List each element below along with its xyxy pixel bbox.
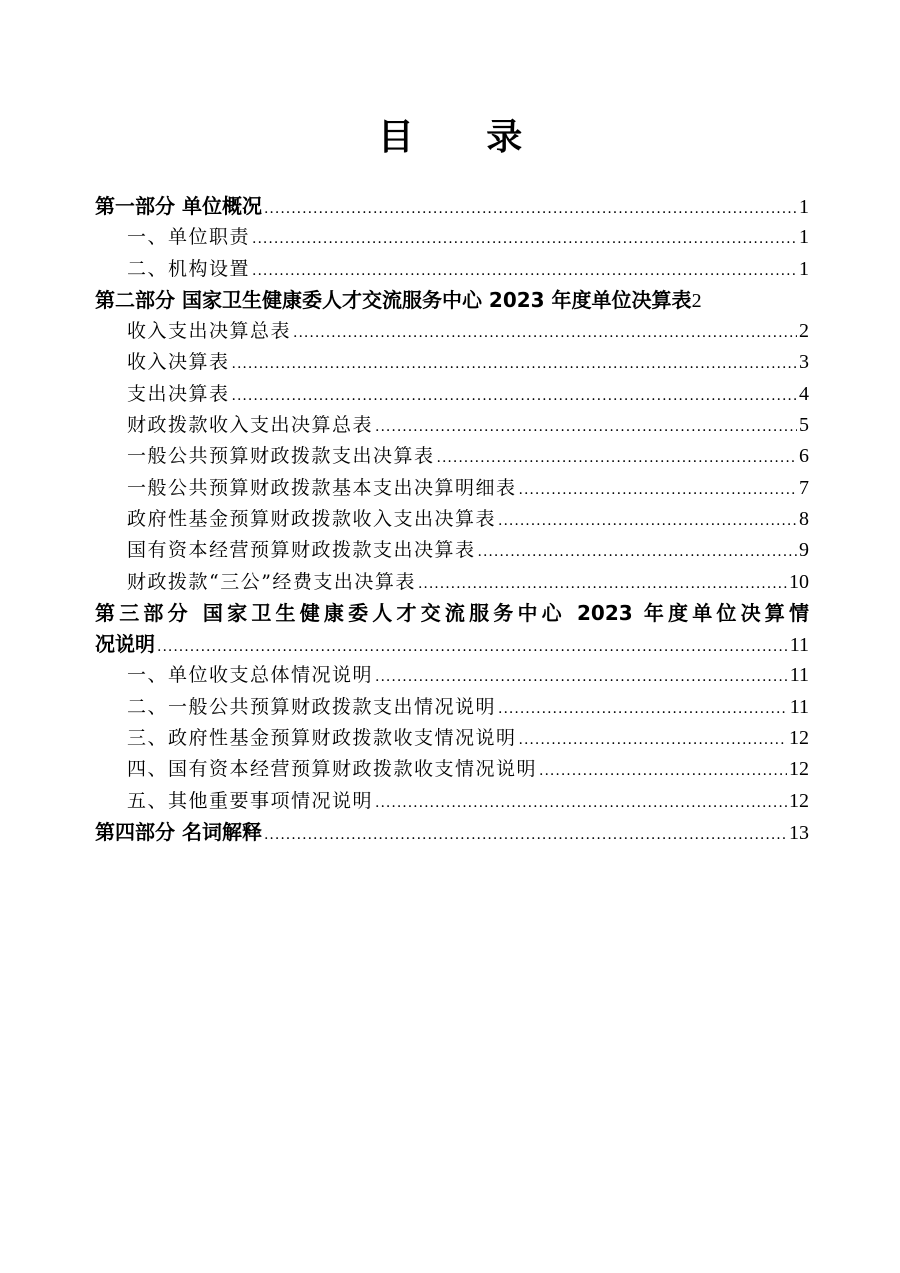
- toc-label: 一般公共预算财政拨款基本支出决算明细表: [127, 476, 517, 499]
- toc-page-number: 8: [799, 507, 809, 530]
- toc-item[interactable]: [95, 754, 809, 785]
- toc-leader: [232, 349, 797, 380]
- toc-page-number: 11: [789, 634, 809, 657]
- toc-part-2[interactable]: [95, 285, 809, 316]
- table-of-contents: [95, 191, 809, 848]
- toc-leader: [264, 820, 787, 851]
- toc-label: 第一部分 单位概况: [95, 194, 262, 218]
- toc-item[interactable]: [95, 723, 809, 754]
- toc-leader: [375, 788, 787, 819]
- toc-page-number: 6: [799, 445, 809, 468]
- toc-item[interactable]: [95, 567, 809, 598]
- toc-label: 一般公共预算财政拨款支出决算表: [127, 445, 435, 468]
- toc-page-number: 9: [799, 539, 809, 562]
- toc-page-number: 5: [799, 414, 809, 437]
- toc-label: 一、单位收支总体情况说明: [127, 664, 374, 687]
- toc-page-number: 11: [789, 664, 809, 687]
- toc-label: 一、单位职责: [127, 226, 251, 249]
- toc-leader: [157, 632, 788, 663]
- page-title: 目 录: [377, 116, 553, 158]
- toc-leader: [519, 475, 797, 506]
- toc-item[interactable]: [95, 316, 809, 347]
- toc-label: 第二部分 国家卫生健康委人才交流服务中心 2023 年度单位决算表: [95, 287, 692, 312]
- toc-item[interactable]: [95, 379, 809, 410]
- toc-leader: [519, 725, 787, 756]
- toc-item[interactable]: [95, 660, 809, 691]
- toc-label-line-2: 况说明: [95, 632, 155, 657]
- toc-label-line-1: 第三部分 国家卫生健康委人才交流服务中心 2023 年度单位决算情: [95, 600, 809, 625]
- toc-leader: [437, 443, 797, 474]
- toc-label: 二、一般公共预算财政拨款支出情况说明: [127, 695, 497, 718]
- toc-part-4[interactable]: [95, 817, 809, 848]
- toc-item[interactable]: [95, 441, 809, 472]
- toc-label: 五、其他重要事项情况说明: [127, 789, 374, 812]
- toc-label: 财政拨款“三公”经费支出决算表: [127, 570, 416, 593]
- toc-leader: [264, 194, 797, 225]
- toc-label: 支出决算表: [127, 382, 230, 405]
- toc-leader: [252, 256, 797, 287]
- toc-page-number: 1: [799, 226, 809, 249]
- toc-label: 收入决算表: [127, 351, 230, 374]
- toc-page-number: 10: [789, 570, 809, 593]
- toc-leader: [498, 506, 797, 537]
- toc-item[interactable]: [95, 504, 809, 535]
- toc-leader: [539, 756, 787, 787]
- toc-part-3[interactable]: [95, 598, 809, 661]
- toc-item[interactable]: [95, 786, 809, 817]
- toc-label-line-2-row: [95, 629, 809, 660]
- toc-item[interactable]: [95, 473, 809, 504]
- toc-page-number: 13: [789, 821, 809, 844]
- toc-page-number: 7: [799, 476, 809, 499]
- toc-label: 三、政府性基金预算财政拨款收支情况说明: [127, 727, 517, 750]
- toc-item[interactable]: [95, 692, 809, 723]
- toc-page-number: 11: [789, 695, 809, 718]
- toc-label: 国有资本经营预算财政拨款支出决算表: [127, 539, 476, 562]
- toc-page-number: 2: [799, 320, 809, 343]
- toc-page-number: 1: [799, 196, 809, 218]
- toc-page-number: 4: [799, 382, 809, 405]
- toc-leader: [252, 224, 797, 255]
- toc-page-number: 3: [799, 351, 809, 374]
- toc-item[interactable]: [95, 410, 809, 441]
- toc-label: 四、国有资本经营预算财政拨款收支情况说明: [127, 758, 538, 781]
- toc-page-number: 1: [799, 257, 809, 280]
- toc-page-number: 12: [789, 758, 809, 781]
- toc-leader: [498, 694, 788, 725]
- toc-item[interactable]: [95, 535, 809, 566]
- toc-page-number: 2: [691, 289, 702, 312]
- toc-item[interactable]: [95, 347, 809, 378]
- toc-item[interactable]: [95, 222, 809, 253]
- toc-leader: [232, 381, 797, 412]
- toc-leader: [375, 412, 797, 443]
- toc-label: 收入支出决算总表: [127, 320, 292, 343]
- toc-label: 二、机构设置: [127, 257, 251, 280]
- toc-leader: [418, 569, 787, 600]
- toc-label: 第四部分 名词解释: [95, 819, 262, 844]
- toc-page-number: 12: [789, 789, 809, 812]
- toc-label: 政府性基金预算财政拨款收入支出决算表: [127, 507, 497, 530]
- toc-part-1[interactable]: [95, 191, 809, 222]
- toc-page-number: 12: [789, 727, 809, 750]
- toc-leader: [375, 662, 788, 693]
- toc-leader: [293, 318, 797, 349]
- toc-label: 财政拨款收入支出决算总表: [127, 414, 374, 437]
- toc-leader: [478, 537, 797, 568]
- toc-item[interactable]: [95, 254, 809, 285]
